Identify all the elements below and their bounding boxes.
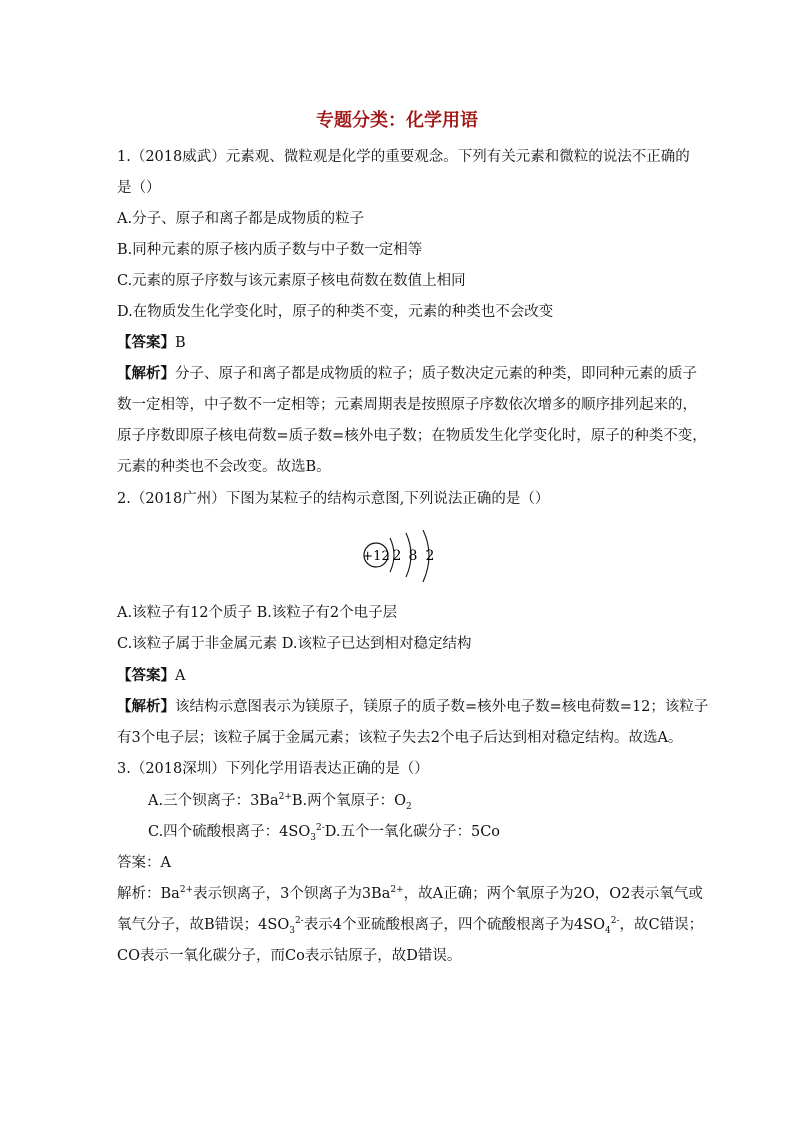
subscript: 4: [605, 925, 611, 936]
text: 氧气分子，故B错误；4SO: [117, 917, 290, 933]
q1-analysis-line4: 元素的种类也不会改变。故选B。: [117, 459, 331, 475]
q1-option-a: A.分子、原子和离子都是成物质的粒子: [117, 211, 365, 227]
shell-electron-count: 8: [408, 548, 418, 564]
text: ，故A正确；两个氧原子为2O，O2表示氧气或: [403, 886, 703, 902]
page-title: 专题分类：化学用语: [316, 110, 478, 131]
text: ，故C错误；: [619, 917, 704, 933]
q2-answer-label: 【答案】: [117, 667, 175, 684]
superscript: 2-: [294, 916, 304, 927]
subscript: 3: [289, 925, 295, 936]
text: 表示4个亚硫酸根离子，四个硫酸根离子为4SO: [303, 917, 605, 933]
q2-analysis-label: 【解析】: [117, 698, 175, 715]
superscript: 2+: [278, 792, 292, 803]
q1-analysis-line2: 数一定相等，中子数不一定相等；元素周期表是按照原子序数依次增多的顺序排列起来的，: [117, 397, 697, 413]
q3-options-ab: [148, 791, 412, 811]
q1-analysis-label: 【解析】: [117, 365, 175, 382]
q2-answer: [117, 666, 185, 686]
subscript: 2: [406, 801, 412, 812]
q2-options-cd: C.该粒子属于非金属元素 D.该粒子已达到相对稳定结构: [117, 636, 472, 652]
q1-stem-line1: 1.（2018威武）元素观、微粒观是化学的重要观念。下列有关元素和微粒的说法不正确的: [117, 149, 690, 165]
superscript: 2-: [610, 916, 620, 927]
q3-option-b-text: B.两个氧原子：O: [291, 793, 407, 809]
q1-answer: [117, 333, 186, 353]
superscript: 2+: [390, 885, 404, 896]
q1-analysis-text1: 分子、原子和离子都是成物质的粒子；质子数决定元素的种类，即同种元素的质子: [175, 366, 697, 382]
q2-answer-value: A: [175, 668, 186, 684]
q2-analysis-line1: [117, 697, 708, 717]
q3-analysis-line1: [117, 884, 703, 904]
q2-options-ab: A.该粒子有12个质子 B.该粒子有2个电子层: [117, 605, 398, 621]
q3-answer: 答案：A: [117, 855, 171, 871]
q1-analysis-line3: 原子序数即原子核电荷数=质子数=核外电子数；在物质发生化学变化时，原子的种类不变，: [117, 428, 707, 444]
shell-electron-count: 2: [392, 548, 402, 564]
superscript: 2+: [179, 885, 194, 896]
q3-option-a-text: A.三个钡离子：3Ba: [148, 793, 279, 809]
q3-analysis-line3: CO表示一氧化碳分子，而Co表示钴原子，故D错误。: [117, 948, 462, 964]
q1-answer-value: B: [175, 335, 186, 351]
q1-stem-line2: 是（）: [117, 180, 161, 196]
text: 解析：Ba: [117, 886, 180, 902]
q1-option-d: D.在物质发生化学变化时，原子的种类不变，元素的种类也不会改变: [117, 304, 554, 320]
q3-options-cd: [148, 822, 500, 842]
q2-stem: 2.（2018广州）下图为某粒子的结构示意图,下列说法正确的是（）: [117, 491, 550, 507]
q1-analysis-line1: [117, 364, 697, 384]
q2-analysis-line2: 有3个电子层；该粒子属于金属元素；该粒子失去2个电子后达到相对稳定结构。故选A。: [117, 730, 683, 746]
atomic-structure-diagram: [350, 530, 450, 590]
q1-option-c: C.元素的原子序数与该元素原子核电荷数在数值上相同: [117, 273, 466, 289]
q3-stem: 3.（2018深圳）下列化学用语表达正确的是（）: [117, 761, 429, 777]
q1-answer-label: 【答案】: [117, 334, 175, 351]
q3-option-c-text: C.四个硫酸根离子：4SO: [148, 824, 311, 840]
q2-analysis-text1: 该结构示意图表示为镁原子，镁原子的质子数=核外电子数=核电荷数=12；该粒子: [175, 699, 709, 715]
superscript: 2-: [315, 823, 325, 834]
subscript: 3: [310, 832, 316, 843]
q3-option-d-text: D.五个一氧化碳分子：5Co: [324, 824, 501, 840]
q3-analysis-line2: [117, 915, 703, 935]
nucleus-charge: +12: [362, 549, 390, 564]
text: 表示钡离子，3个钡离子为3Ba: [193, 886, 391, 902]
shell-electron-count: 2: [425, 548, 435, 564]
q1-option-b: B.同种元素的原子核内质子数与中子数一定相等: [117, 242, 423, 258]
